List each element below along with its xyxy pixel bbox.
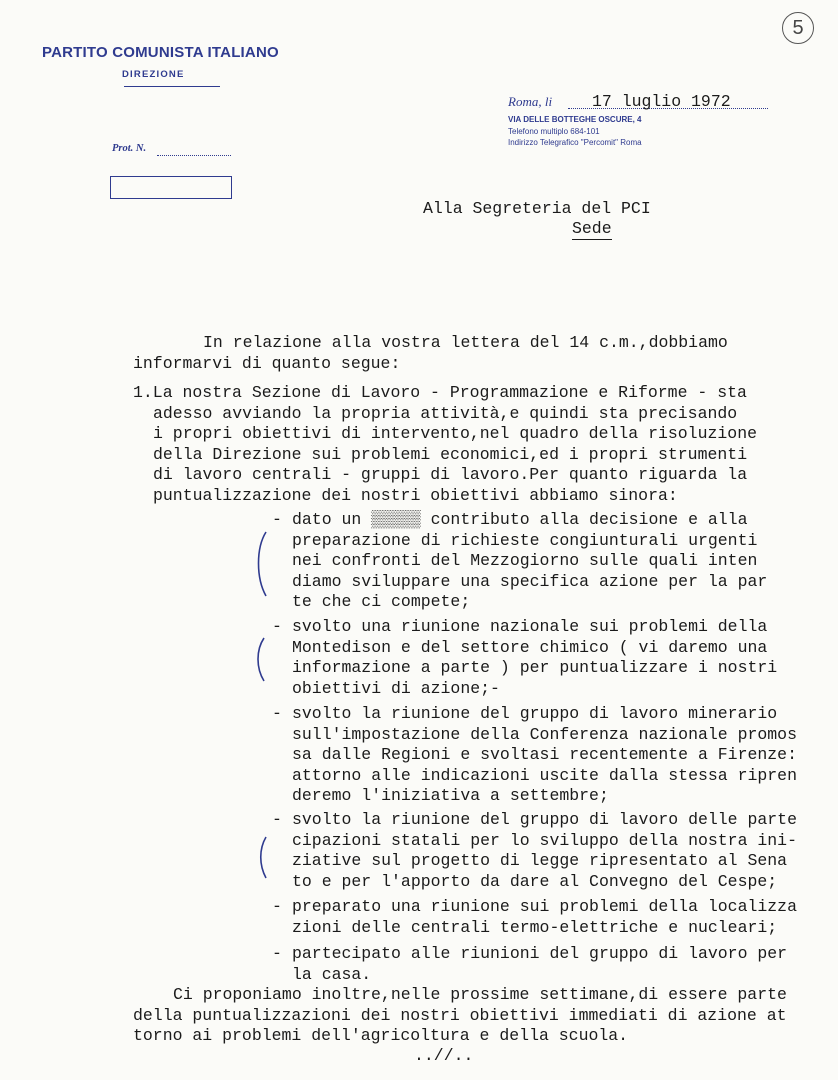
bullet-dash: - — [272, 704, 282, 723]
point-line: 1.La nostra Sezione di Lavoro - Programmazione e Riforme - sta — [133, 383, 747, 402]
bullet-line: zioni delle centrali termo-elettriche e nucleari; — [292, 917, 778, 937]
bullet-dash: - — [272, 510, 282, 529]
margin-bracket — [252, 530, 272, 600]
recipient-line-1: Alla Segreteria del PCI — [423, 199, 651, 218]
bullet-line: diamo sviluppare una specifica azione per la par — [292, 571, 768, 591]
bullet-item — [292, 617, 777, 699]
bullet-line: cipazioni statali per lo sviluppo della nostra ini- — [292, 830, 797, 850]
bullet-line: svolto una riunione nazionale sui problemi della — [292, 617, 768, 636]
bullet-line: to e per l'apporto da dare al Convegno del Cespe; — [292, 871, 778, 891]
bullet-dash: - — [272, 944, 282, 963]
bullet-line: la casa. — [292, 964, 372, 984]
bullet-line: sull'impostazione della Conferenza nazionale promos — [292, 724, 797, 744]
page-number-circle: 5 — [782, 12, 814, 44]
closing-paragraph — [133, 985, 787, 1047]
point-line: di lavoro centrali - gruppi di lavoro.Per quanto riguarda la — [153, 465, 748, 484]
bullet-dash: - — [272, 810, 282, 829]
bullet-line: Montedison e del settore chimico ( vi daremo una — [292, 637, 768, 657]
bullet-line: informazione a parte ) per puntualizzare i nostri — [292, 658, 778, 677]
department-underline — [124, 86, 220, 87]
bullet-line: partecipato alle riunioni del gruppo di lavoro per — [292, 944, 788, 963]
closing-line: Ci proponiamo inoltre,nelle prossime settimane,di essere parte — [173, 985, 787, 1004]
bullet-line: preparato una riunione sui problemi della localizza — [292, 897, 797, 916]
bullet-dash: - — [272, 897, 282, 916]
point-line: adesso avviando la propria attività,e quindi sta precisando — [153, 403, 738, 423]
intro-line: In relazione alla vostra lettera del 14 c.m.,dobbiamo — [203, 333, 728, 352]
recipient-line-2: Sede — [572, 219, 612, 238]
reference-box — [110, 176, 232, 199]
point-line: puntualizzazione dei nostri obiettivi abbiamo sinora: — [153, 485, 678, 505]
intro-line: informarvi di quanto segue: — [133, 353, 401, 373]
address: VIA DELLE BOTTEGHE OSCURE, 4 — [508, 115, 642, 124]
bullet-line: obiettivi di azione;- — [292, 678, 500, 698]
bullet-line: preparazione di richieste congiunturali urgenti — [292, 530, 758, 550]
point-line: i propri obiettivi di intervento,nel quadro della risoluzione — [153, 424, 757, 443]
closing-line: della puntualizzazioni dei nostri obiettivi immediati di azione at — [133, 1005, 787, 1025]
phone: Telefono multiplo 684-101 — [508, 127, 600, 136]
margin-bracket — [254, 835, 274, 881]
bullet-item — [292, 510, 767, 613]
bullet-line: sa dalle Regioni e svoltasi recentemente a Firenze: — [292, 745, 797, 764]
bullet-dash: - — [272, 617, 282, 636]
point-1 — [133, 383, 757, 506]
point-line: della Direzione sui problemi economici,ed i propri strumenti — [153, 444, 748, 464]
department-name: DIREZIONE — [122, 69, 185, 80]
bullet-line: attorno alle indicazioni uscite dalla stessa ripren — [292, 765, 797, 785]
bullet-item — [292, 704, 797, 807]
prot-label: Prot. N. — [112, 143, 147, 154]
letter-date: 17 luglio 1972 — [592, 92, 731, 111]
bullet-line: dato un ▒▒▒▒▒ contributo alla decisione e alla — [292, 510, 748, 529]
party-name: PARTITO COMUNISTA ITALIANO — [42, 44, 279, 61]
bullet-item — [292, 897, 797, 938]
bullet-line: deremo l'iniziativa a settembre; — [292, 786, 609, 805]
closing-line: torno ai problemi dell'agricoltura e della scuola. — [133, 1026, 629, 1045]
continuation-mark: ..//.. — [414, 1046, 474, 1065]
bullet-item — [292, 944, 787, 985]
margin-bracket — [252, 636, 272, 684]
bullet-item — [292, 810, 797, 892]
prot-dotted-line — [157, 155, 231, 156]
bullet-line: te che ci compete; — [292, 592, 471, 611]
bullet-line: nei confronti del Mezzogiorno sulle quali inten — [292, 551, 758, 570]
bullet-line: svolto la riunione del gruppo di lavoro minerario — [292, 704, 778, 723]
recipient-underline — [572, 239, 612, 240]
bullet-line: ziative sul progetto di legge ripresentato al Sena — [292, 851, 788, 870]
intro-paragraph — [133, 333, 728, 374]
bullet-line: svolto la riunione del gruppo di lavoro delle parte — [292, 810, 797, 829]
place-label: Roma, li — [508, 94, 553, 109]
telegraph-address: Indirizzo Telegrafico "Percomit" Roma — [508, 138, 642, 147]
